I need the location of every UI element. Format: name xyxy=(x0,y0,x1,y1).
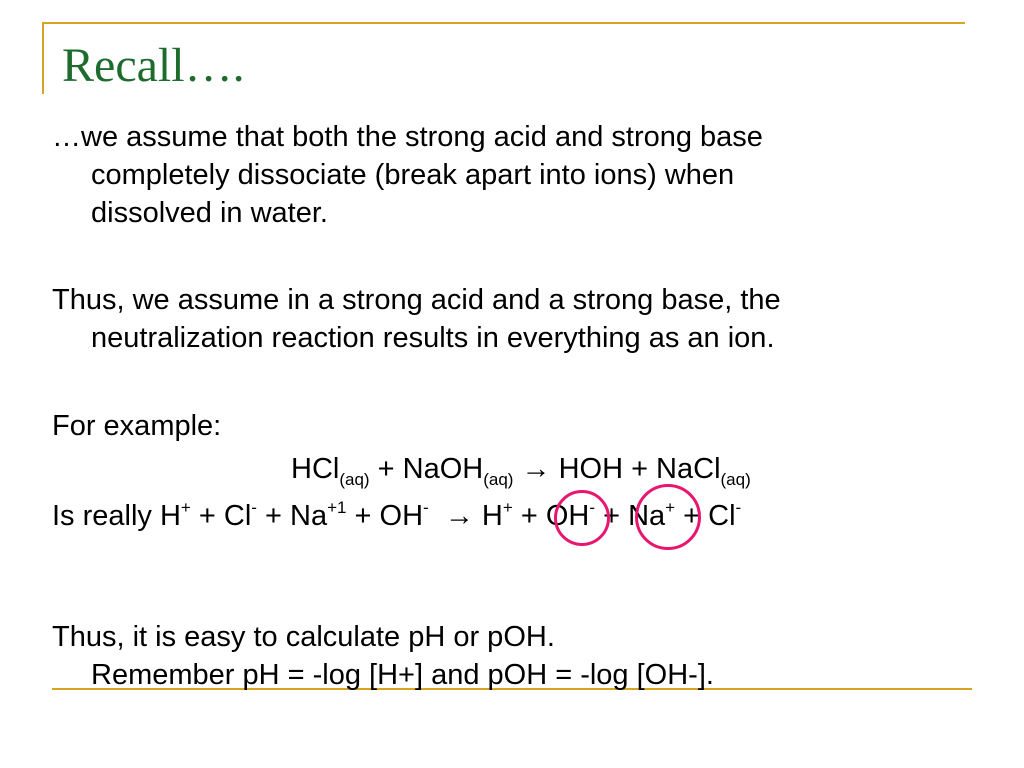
eq-aq3: (aq) xyxy=(720,470,751,489)
left-rule xyxy=(42,22,44,94)
ionic-na: + Na xyxy=(256,500,328,532)
slide-title: Recall…. xyxy=(62,39,245,92)
eq-aq2: (aq) xyxy=(483,470,514,489)
ionic-sup5: + xyxy=(502,498,513,517)
eq-arrow: → xyxy=(513,453,559,485)
ionic-sup2: - xyxy=(251,498,257,517)
para3-line2: Remember pH = -log [H+] and pOH = -log [OH-]. xyxy=(91,659,714,691)
ionic-na-product: + Na xyxy=(595,500,666,532)
eq-hcl: HCl xyxy=(291,453,340,485)
para2-line1: Thus, we assume in a strong acid and a strong base, the xyxy=(52,284,781,316)
ionic-prefix: Is really H xyxy=(52,500,181,532)
para1-line2: completely dissociate (break apart into ions) when xyxy=(91,159,735,191)
ionic-oh: + OH xyxy=(346,500,424,532)
para1-line1: …we assume that both the strong acid and strong base xyxy=(52,121,763,153)
paragraph-dissociation xyxy=(52,118,952,232)
oh-ion-highlight-circle xyxy=(635,484,701,550)
para3-line1: Thus, it is easy to calculate pH or pOH. xyxy=(52,621,555,653)
eq-naoh: + NaOH xyxy=(369,453,484,485)
ionic-sup6: - xyxy=(589,498,596,517)
ionic-sup4: - xyxy=(423,498,429,517)
ionic-cl-product: + Cl xyxy=(675,500,736,532)
para1-line3: dissolved in water. xyxy=(91,197,328,229)
ionic-sup1: + xyxy=(180,498,191,517)
ionic-arrow: → xyxy=(428,500,482,532)
molecular-equation xyxy=(291,450,751,488)
example-label: For example: xyxy=(52,410,222,442)
ionic-cl: + Cl xyxy=(190,500,252,532)
top-rule xyxy=(42,22,965,24)
para2-line2: neutralization reaction results in everything as an ion. xyxy=(91,322,775,354)
paragraph-calculation xyxy=(52,618,952,694)
ionic-oh-product: + OH xyxy=(512,500,590,532)
paragraph-neutralization xyxy=(52,281,952,357)
h-ion-highlight-circle xyxy=(554,490,610,546)
ionic-sup8: - xyxy=(735,498,742,517)
ionic-sup7: + xyxy=(665,498,676,517)
ionic-sup3: +1 xyxy=(327,498,347,517)
eq-products: HOH + NaCl xyxy=(558,453,721,485)
eq-aq1: (aq) xyxy=(339,470,370,489)
ionic-h-product: H xyxy=(481,500,503,532)
